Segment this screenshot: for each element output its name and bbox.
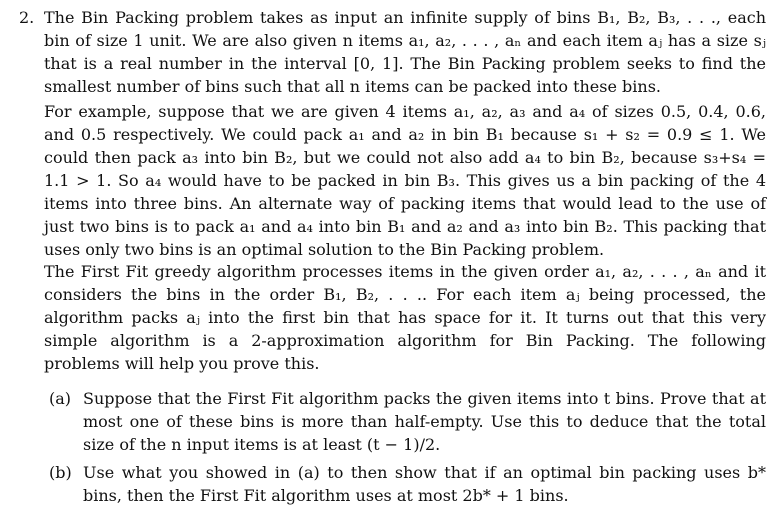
subpart-b-label: (b) xyxy=(49,463,72,482)
subpart-b-text: Use what you showed in (a) to then show that if an optimal bin packing uses b* bins, then the First Fit algorithm uses at most 2b* + 1 bins. xyxy=(83,463,766,505)
problem-number: 2. xyxy=(19,8,35,27)
intro-paragraph: The Bin Packing problem takes as input an infinite supply of bins B₁, B₂, B₃, . . ., each bin of size 1 unit. We are also given n items a₁, a₂, . . . , aₙ and each item aⱼ has a size sⱼ that is a real number in the interval [0, 1]. The Bin Packing problem seeks to find the smallest number of bins such that all n items can be packed into these bins. xyxy=(44,8,766,96)
example-paragraph: For example, suppose that we are given 4 items a₁, a₂, a₃ and a₄ of sizes 0.5, 0.4, 0.6, and 0.5 respectively. We could pack a₁ and a₂ in bin B₁ because s₁ + s₂ = 0.9 ≤ 1. We could then pack a₃ into bin B₂, but we could not also add a₄ to bin B₂, because s₃+s₄ = 1.1 > 1. So a₄ would have to be packed in bin B₃. This gives us a bin packing of the 4 items into three bins. An alternate way of packing items that would lead to the use of just two bins is to pack a₁ and a₄ into bin B₁ and a₂ and a₃ into bin B₂. This packing that uses only two bins is an optimal solution to the Bin Packing problem. xyxy=(44,102,766,259)
first-fit-paragraph: The First Fit greedy algorithm processes items in the given order a₁, a₂, . . . , aₙ and it considers the bins in the order B₁, B₂, . . .. For each item aⱼ being processed, the algorithm packs aⱼ into the first bin that has space for it. It turns out that this very simple algorithm is a 2-approximation algorithm for Bin Packing. The following problems will help you prove this. xyxy=(44,262,766,373)
subpart-a-text: Suppose that the First Fit algorithm packs the given items into t bins. Prove that at most one of these bins is more than half-empty. Use this to deduce that the total size of the n input items is at least (t − 1)/2. xyxy=(83,389,766,454)
subpart-a-label: (a) xyxy=(49,389,72,408)
